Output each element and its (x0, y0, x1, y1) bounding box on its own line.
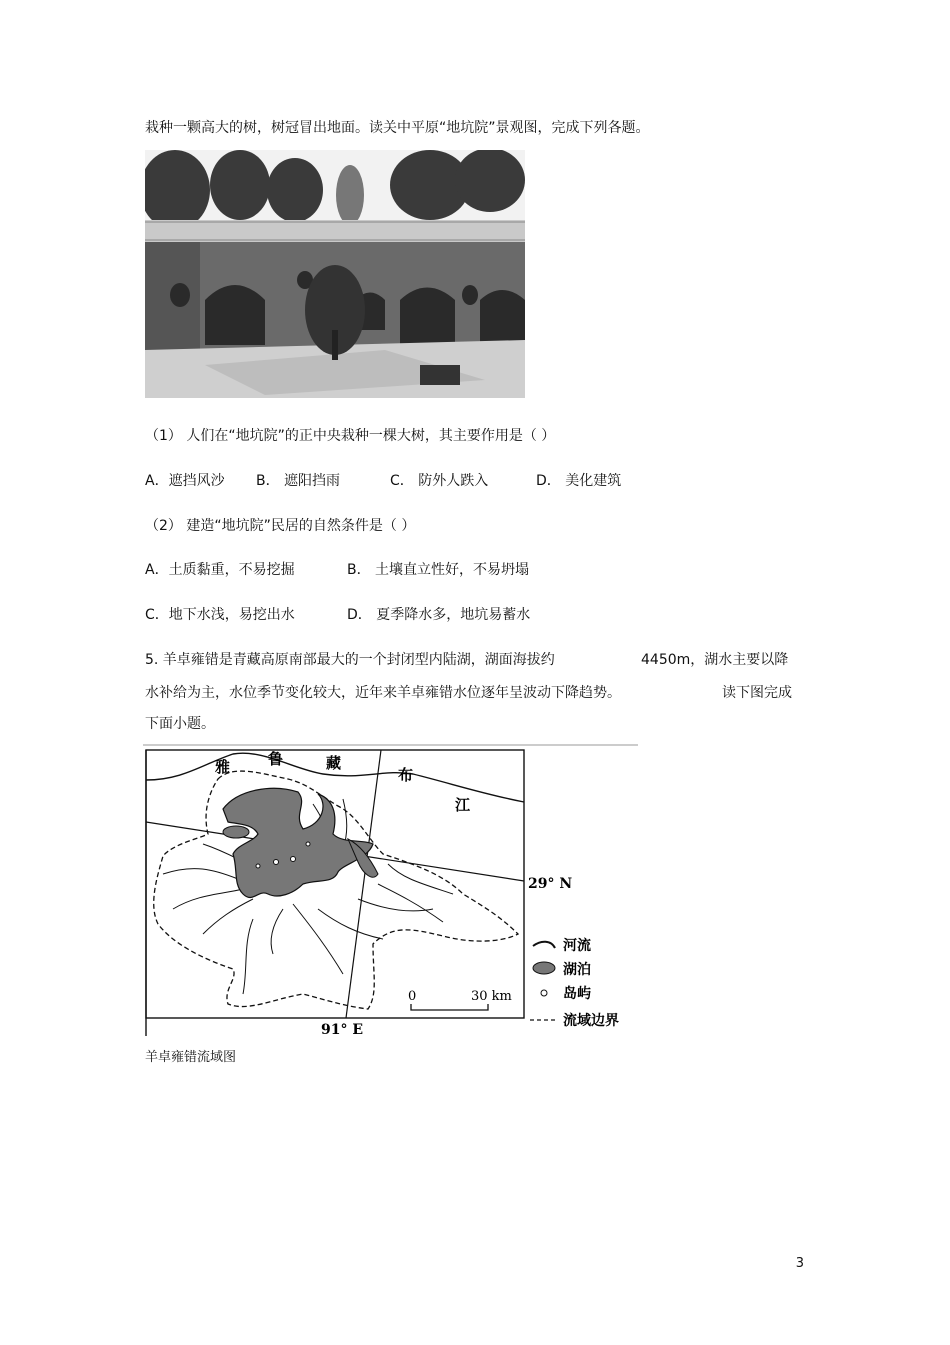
legend-island-icon (541, 990, 547, 996)
q5-line3: 下面小题。 (145, 716, 215, 732)
river-char-zang: 藏 (326, 754, 342, 772)
q1-option-b[interactable]: B． 遮阳挡雨 (256, 473, 341, 489)
scale-bar (411, 1004, 488, 1010)
q5-line2-part1: 水补给为主，水位季节变化较大，近年来羊卓雍错水位逐年呈波动下降趋势。 (145, 685, 621, 701)
q1-option-a[interactable]: A．遮挡风沙 (145, 473, 225, 489)
longitude-91e-line (346, 750, 381, 1018)
dikengyuan-photo (145, 150, 525, 398)
legend-river-label: 河流 (563, 938, 591, 954)
legend-lake-icon (533, 962, 555, 974)
q1-option-d[interactable]: D． 美化建筑 (536, 473, 622, 489)
q5-line1-part2: 4450m，湖水主要以降 (641, 652, 789, 668)
legend-island-label: 岛屿 (563, 986, 591, 1002)
q5-line2-part2: 读下图完成 (722, 685, 792, 701)
q2-option-c[interactable]: C．地下水浅，易挖出水 (145, 607, 295, 623)
river-char-bu: 布 (398, 766, 414, 784)
q2-option-d[interactable]: D． 夏季降水多，地坑易蓄水 (347, 607, 531, 623)
river-char-ya: 雅 (215, 758, 231, 776)
longitude-label: 91° E (321, 1022, 364, 1036)
river-char-jiang: 江 (455, 796, 471, 814)
scale-30km-label: 30 km (471, 989, 512, 1004)
legend-river-icon (533, 942, 555, 948)
page-number: 3 (795, 1256, 804, 1271)
river-char-lu: 鲁 (268, 750, 284, 768)
intro-text: 栽种一颗高大的树，树冠冒出地面。读关中平原“地坑院”景观图，完成下列各题。 (145, 120, 650, 136)
q5-line1-part1: 5. 羊卓雍错是青藏高原南部最大的一个封闭型内陆湖，湖面海拔约 (145, 652, 555, 668)
latitude-label: 29° N (528, 876, 573, 892)
scale-zero-label: 0 (408, 989, 417, 1004)
legend-lake-label: 湖泊 (563, 962, 591, 978)
map-frame (146, 750, 524, 1018)
q1-stem: （1） 人们在“地坑院”的正中央栽种一棵大树，其主要作用是（ ） (145, 428, 556, 444)
q2-option-a[interactable]: A．土质黏重，不易挖掘 (145, 562, 295, 578)
q2-stem: （2） 建造“地坑院”民居的自然条件是（ ） (145, 518, 416, 534)
q2-option-b[interactable]: B． 土壤直立性好，不易坍塌 (347, 562, 530, 578)
legend-boundary-label: 流域边界 (563, 1013, 619, 1029)
yamdrok-basin-map (143, 744, 638, 1036)
map-caption: 羊卓雍错流域图 (145, 1050, 237, 1065)
q1-option-c[interactable]: C． 防外人跌入 (390, 473, 489, 489)
